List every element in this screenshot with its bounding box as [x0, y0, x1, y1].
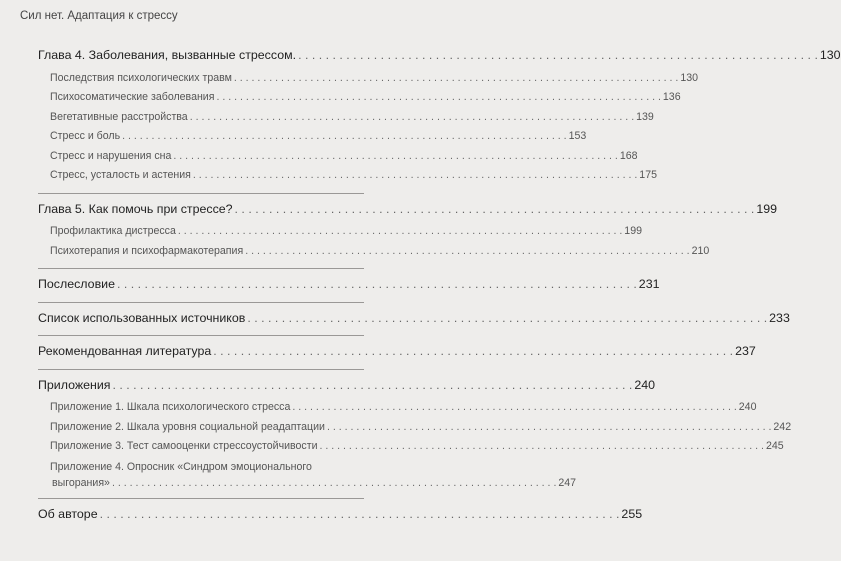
leader-dots	[190, 108, 634, 128]
divider-line	[38, 268, 364, 269]
toc-subentry	[38, 222, 642, 242]
toc-chapter-entry	[38, 275, 660, 295]
toc-entry-title: Приложение 1. Шкала психологического стресса	[50, 401, 291, 413]
toc-subentry	[38, 88, 681, 108]
toc-entry-title: Приложение 2. Шкала уровня социальной реадаптации	[50, 420, 325, 433]
toc-entry-title: Стресс и нарушения сна	[50, 149, 172, 162]
toc-entry-title: Вегетативные расстройства	[50, 110, 188, 123]
toc-subentry	[38, 166, 657, 186]
toc-subentry	[38, 418, 792, 438]
toc-entry-title: Глава 5. Как помочь при стрессе?	[38, 201, 233, 216]
leader-dots	[234, 69, 678, 89]
toc-subentry	[38, 398, 757, 418]
toc-entry-title: Приложение 3. Тест самооценки стрессоустойчивости	[50, 440, 318, 452]
toc-entry-title: Приложения	[38, 377, 111, 392]
leader-dots	[213, 342, 733, 362]
table-of-contents	[38, 46, 841, 527]
toc-page-number: 240	[634, 377, 656, 392]
toc-page-number: 199	[756, 201, 778, 216]
divider-line	[38, 335, 364, 336]
toc-chapter-entry	[38, 200, 778, 220]
toc-entry-title: Последствия психологических травм	[50, 71, 232, 84]
leader-dots	[112, 475, 556, 491]
toc-page-number: 175	[639, 169, 657, 181]
toc-page-number: 245	[765, 440, 784, 452]
toc-entry-title: Рекомендованная литература	[38, 344, 212, 358]
toc-entry-title: Об авторе	[38, 506, 98, 521]
toc-page-number: 153	[568, 130, 587, 142]
toc-chapter-entry	[38, 46, 841, 66]
toc-chapter-entry	[38, 376, 656, 396]
toc-subentry	[38, 147, 638, 167]
toc-page-number: 233	[769, 310, 790, 325]
toc-page-number: 210	[691, 244, 710, 257]
toc-subentry	[38, 69, 699, 89]
toc-page-number: 130	[819, 48, 841, 62]
toc-page-number: 237	[735, 344, 756, 358]
toc-subentry	[38, 437, 784, 457]
leader-dots	[327, 418, 771, 438]
toc-chapter-entry	[38, 309, 790, 329]
leader-dots	[117, 275, 637, 295]
divider-line	[38, 369, 364, 370]
toc-entry-title: Приложение 4. Опросник «Синдром эмоционального	[50, 460, 312, 473]
toc-entry-title: Послесловие	[38, 277, 115, 291]
toc-page-number: 199	[624, 225, 642, 237]
toc-chapter-entry	[38, 342, 756, 362]
leader-dots	[178, 222, 622, 242]
toc-page-number: 242	[773, 420, 792, 433]
toc-entry-title-continued: выгорания»	[52, 476, 110, 489]
divider-line	[38, 193, 364, 194]
toc-chapter-entry	[38, 505, 643, 525]
toc-page-number: 255	[621, 506, 643, 521]
toc-page-number: 139	[636, 110, 654, 123]
leader-dots	[122, 127, 566, 147]
leader-dots	[292, 398, 736, 418]
leader-dots	[216, 88, 660, 108]
toc-entry-title: Психотерапия и психофармакотерапия	[50, 244, 244, 257]
toc-entry-title: Глава 4. Заболевания, вызванные стрессом.	[38, 48, 297, 62]
toc-subentry	[38, 242, 710, 262]
leader-dots	[113, 376, 633, 396]
toc-subentry	[38, 127, 587, 147]
leader-dots	[247, 309, 767, 329]
divider-line	[38, 498, 364, 499]
leader-dots	[235, 200, 755, 220]
toc-subentry	[38, 459, 577, 491]
toc-subentry	[38, 108, 654, 128]
toc-page-number: 130	[680, 71, 699, 84]
divider-line	[38, 302, 364, 303]
toc-entry-title: Стресс, усталость и астения	[50, 169, 191, 181]
leader-dots	[298, 46, 818, 66]
toc-entry-title: Психосоматические заболевания	[50, 91, 215, 103]
leader-dots	[245, 242, 689, 262]
toc-page-number: 240	[738, 401, 757, 413]
toc-page-number: 231	[638, 277, 660, 291]
toc-page-number: 168	[619, 149, 638, 162]
toc-entry-title: Стресс и боль	[50, 130, 121, 142]
leader-dots	[193, 166, 637, 186]
toc-entry-title: Профилактика дистресса	[50, 225, 176, 237]
leader-dots	[320, 437, 764, 457]
running-header: Сил нет. Адаптация к стрессу	[20, 10, 178, 22]
leader-dots	[173, 147, 617, 167]
toc-entry-title: Список использованных источников	[38, 310, 246, 325]
leader-dots	[100, 505, 620, 525]
toc-page-number: 136	[662, 91, 681, 103]
toc-page-number: 247	[558, 476, 577, 489]
